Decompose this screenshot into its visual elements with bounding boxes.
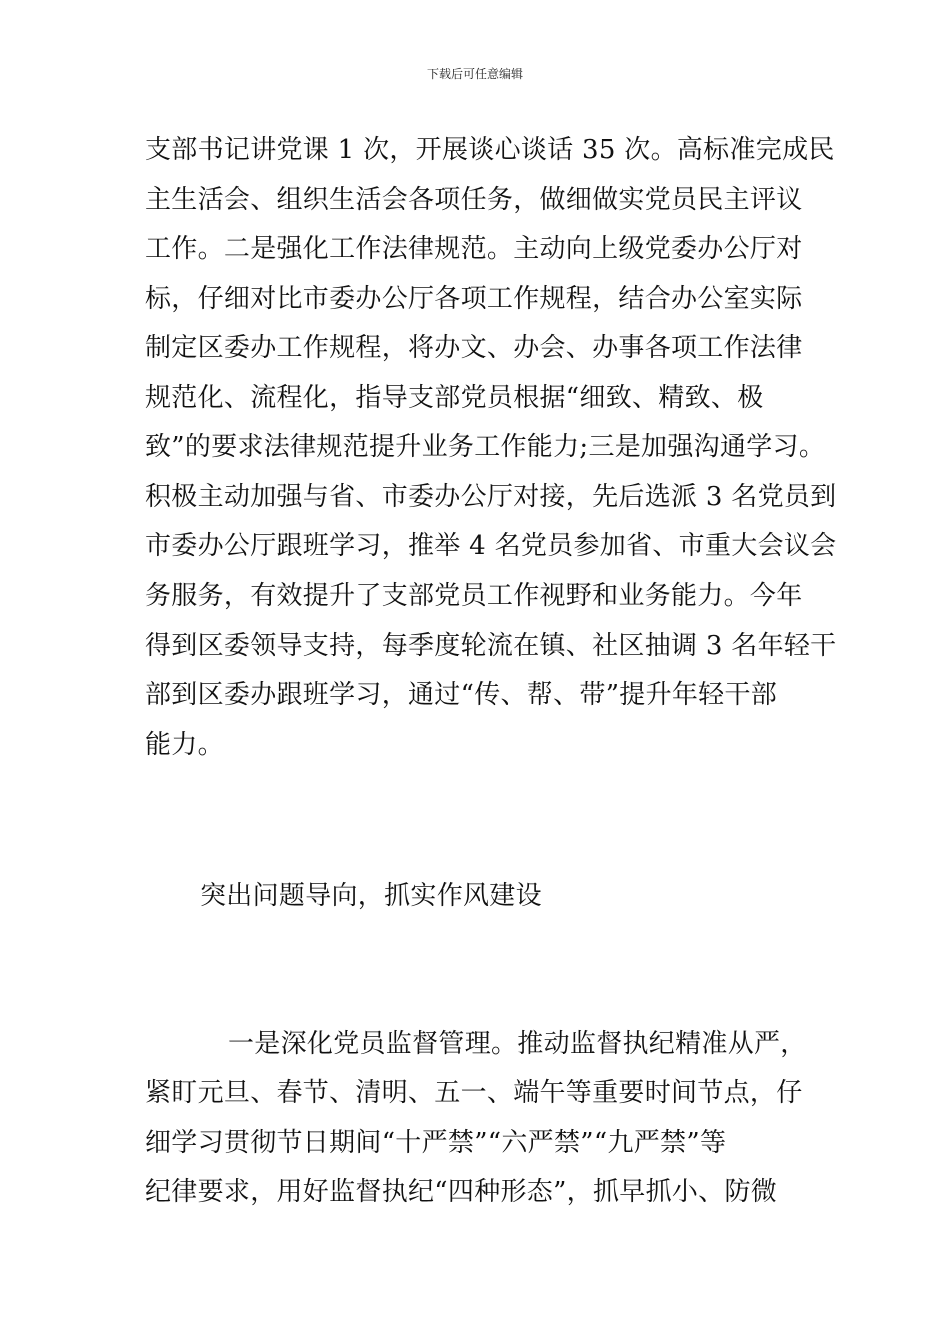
text-line: 规范化、流程化，指导支部党员根据“细致、精致、极 — [145, 383, 764, 413]
text-line: 一是深化党员监督管理。推动监督执纪精准从严， — [228, 1029, 807, 1059]
text-line: 积极主动加强与省、市委办公厅对接，先后选派 3 名党员到 — [145, 482, 837, 512]
page-header: 下载后可任意编辑 — [426, 67, 523, 81]
text-line: 得到区委领导支持，每季度轮流在镇、社区抽调 3 名年轻干 — [145, 631, 837, 661]
text-line: 部到区委办跟班学习，通过“传、帮、带”提升年轻干部 — [145, 680, 778, 710]
text-line: 致”的要求法律规范提升业务工作能力;三是加强沟通学习。 — [145, 432, 826, 462]
text-line: 制定区委办工作规程，将办文、办会、办事各项工作法律 — [145, 333, 803, 363]
text-line: 紧盯元旦、春节、清明、五一、端午等重要时间节点，仔 — [145, 1078, 803, 1108]
text-line: 细学习贯彻节日期间“十严禁”“六严禁”“九严禁”等 — [145, 1128, 727, 1158]
text-line: 工作。二是强化工作法律规范。主动向上级党委办公厅对 — [145, 234, 803, 264]
text-line: 标，仔细对比市委办公厅各项工作规程，结合办公室实际 — [145, 284, 803, 314]
text-line: 纪律要求，用好监督执纪“四种形态”，抓早抓小、防微 — [145, 1177, 778, 1207]
text-line: 主生活会、组织生活会各项任务，做细做实党员民主评议 — [145, 185, 803, 215]
text-line: 市委办公厅跟班学习，推举 4 名党员参加省、市重大会议会 — [145, 531, 837, 561]
text-line: 支部书记讲党课 1 次，开展谈心谈话 35 次。高标准完成民 — [145, 135, 835, 165]
text-line: 能力。 — [145, 730, 224, 760]
text-line: 务服务，有效提升了支部党员工作视野和业务能力。今年 — [145, 581, 803, 611]
section-heading: 突出问题导向，抓实作风建设 — [200, 881, 542, 911]
